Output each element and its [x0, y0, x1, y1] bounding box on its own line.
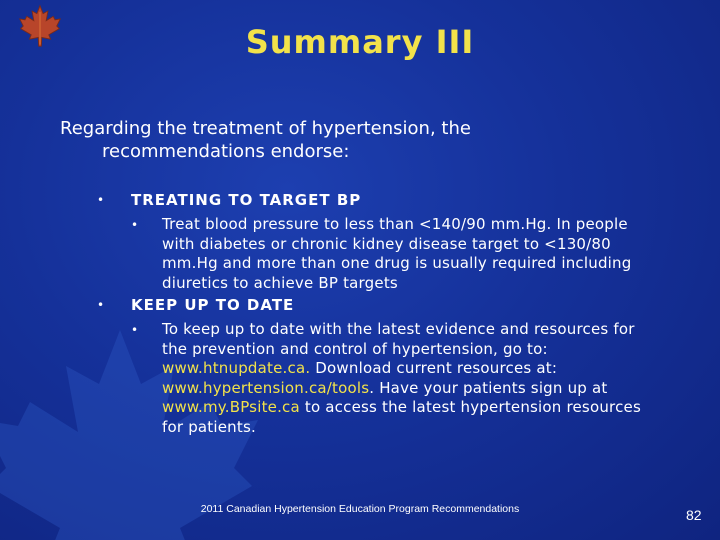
hypertension-tools-link[interactable]: www.hypertension.ca/tools — [162, 378, 370, 397]
bullet-dot-icon: • — [131, 218, 139, 232]
item-heading-treating: TREATING TO TARGET BP — [131, 191, 362, 209]
intro-line-2: recommendations endorse: — [102, 141, 350, 162]
htnupdate-link[interactable]: www.htnupdate.ca. — [162, 359, 311, 377]
keep-up-text-3: . Have your patients sign up at — [369, 378, 608, 397]
keep-up-text-4: to access the latest hypertension resources for patients. — [162, 398, 641, 436]
slide-title: Summary III — [245, 23, 475, 61]
page-number: 82 — [686, 507, 702, 523]
mybpsite-link[interactable]: www.my.BPsite.ca — [162, 398, 300, 416]
bullet-dot-icon: • — [131, 323, 139, 337]
keep-up-text-1: To keep up to date with the latest evidence and resources for the prevention and control of hypertension, go to: — [162, 320, 635, 358]
bullet-dot-icon: • — [97, 193, 105, 207]
keep-up-text-2: Download current resources at: — [310, 359, 558, 377]
footer-text: 2011 Canadian Hypertension Education Program Recommendations — [200, 503, 520, 515]
bullet-dot-icon: • — [97, 298, 105, 312]
item-text-treating: Treat blood pressure to less than <140/90 mm.Hg. In people with diabetes or chronic kidney disease target to <130/80 mm.Hg and more than one drug is usually required including diuretics to achieve BP targets — [162, 215, 632, 292]
item-text-keep-up — [162, 320, 662, 437]
item-heading-keep-up: KEEP UP TO DATE — [131, 296, 295, 314]
intro-text — [60, 117, 580, 163]
intro-line-1: Regarding the treatment of hypertension, the — [60, 118, 471, 139]
